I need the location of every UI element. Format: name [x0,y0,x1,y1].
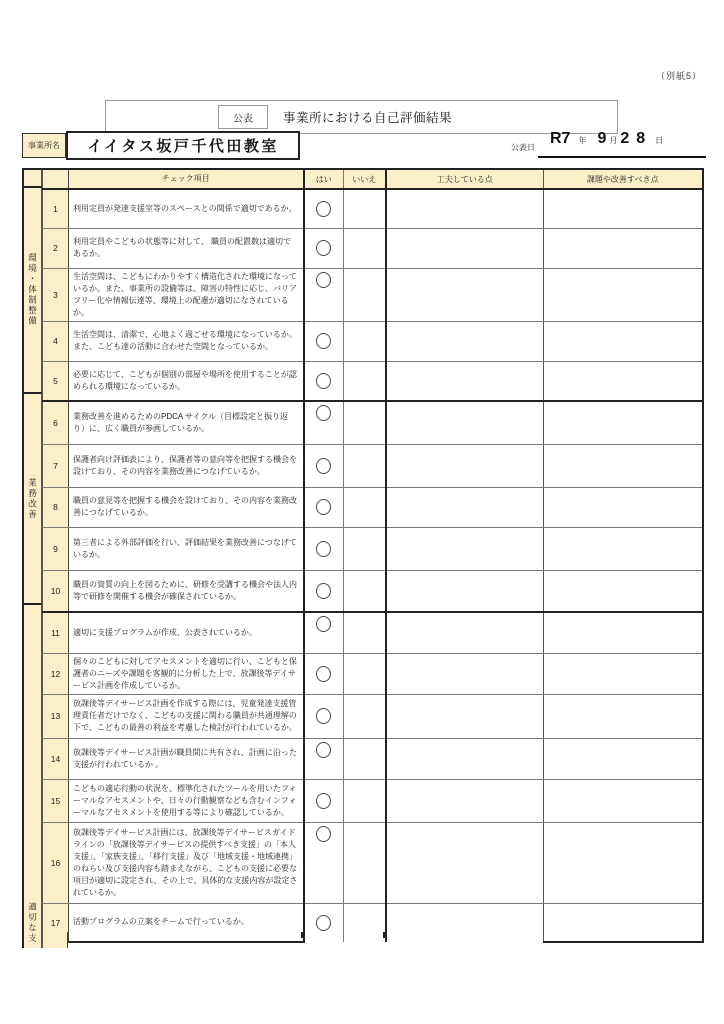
effort-cell [386,738,544,779]
self-evaluation-table [42,168,704,943]
effort-cell [386,321,544,361]
issues-cell [544,653,703,694]
row-number: 3 [43,268,69,321]
effort-cell [386,653,544,694]
answer-circle-mark [316,458,331,474]
issues-cell [544,612,703,653]
month-value: 9 [597,130,607,147]
no-cell [344,653,386,694]
no-cell [344,570,386,612]
issues-cell [544,321,703,361]
answer-circle-mark [316,742,331,758]
check-item-text: 生活空間は、清潔で、心地よく過ごせる環境になっているか。また、こども達の活動に合わせた空間となっているか。 [69,321,304,361]
check-item-text: 必要に応じて、こどもが個別の部屋や場所を使用することが認められる環境になっているか。 [69,361,304,401]
effort-cell [386,228,544,268]
no-cell [344,401,386,444]
category-appropriate-support [22,603,42,948]
era-year: R7 [550,130,571,147]
check-item-text: 放課後等デイサービス計画が職員間に共有され、計画に沿った支援が行われているか 。 [69,738,304,779]
row-number: 4 [43,321,69,361]
category-business-improvement [22,392,42,603]
table-header-row [43,169,703,189]
issues-cell [544,189,703,228]
check-item-text: 利用定員が発達支援室等のスペースとの関係で適切であるか。 [69,189,304,228]
number-column-header [43,169,69,189]
row-number: 17 [43,903,69,942]
category-environment [22,188,42,392]
publication-stamp: 公表 [218,105,268,129]
no-cell [344,361,386,401]
no-cell [344,694,386,738]
row-number: 9 [43,527,69,570]
effort-cell [386,361,544,401]
table-row [43,527,703,570]
table-row [43,779,703,822]
answer-circle-mark [316,826,331,842]
check-item-text: 放課後等デイサービス計画には、放課後等デイサービスガイドラインの「放課後等デイサービスの提供すべき支援」の「本人支援」、「家族支援」、「移行支援」及び「地域支援・地域連携」のねらい及び支援内容も踏まえながら、こどもの支援に必要な項目が適切に設定され、その上で、具体的な支援内容が設定されているか。 [69,822,304,903]
no-column-header: いいえ [344,169,386,189]
month-unit: 月 [609,136,618,145]
effort-cell [386,189,544,228]
page-cut-number-column [42,932,68,948]
no-cell [344,228,386,268]
check-item-text: 利用定員やこどもの状態等に対して、 職員の配置数は適切であるか。 [69,228,304,268]
check-item-text: 保護者向け評価表により、保護者等の意向等を把握する機会を設けており、その内容を業務改善につなげているか。 [69,444,304,487]
check-item-text: 業務改善を進めるためのPDCA サイクル（目標設定と振り返り）に、広く職員が参画しているか。 [69,401,304,444]
page-cut-line [383,932,385,938]
answer-circle-mark [316,240,331,256]
publish-date-value [538,130,706,158]
no-cell [344,903,386,942]
issues-cell [544,694,703,738]
answer-circle-mark [316,541,331,557]
effort-cell [386,779,544,822]
effort-cell [386,822,544,903]
yes-column-header: はい [304,169,344,189]
check-item-text: 適切に支援プログラムが作成、公表されているか。 [69,612,304,653]
effort-cell [386,612,544,653]
row-number: 14 [43,738,69,779]
row-number: 11 [43,612,69,653]
page-title: 事業所における自己評価結果 [283,111,453,125]
category-label: 環境・体制整備 [27,253,38,327]
effort-cell [386,401,544,444]
issues-cell [544,401,703,444]
row-number: 2 [43,228,69,268]
effort-cell [386,444,544,487]
no-cell [344,321,386,361]
yes-cell [304,779,344,822]
row-number: 15 [43,779,69,822]
table-row [43,612,703,653]
table-row [43,189,703,228]
title-bar [105,100,618,134]
answer-circle-mark [316,272,331,288]
yes-cell [304,738,344,779]
office-name-label: 事業所名 [22,133,66,158]
yes-cell [304,444,344,487]
yes-cell [304,612,344,653]
row-number: 12 [43,653,69,694]
answer-circle-mark [316,793,331,809]
answer-circle-mark [316,915,331,931]
issues-cell [544,822,703,903]
row-number: 16 [43,822,69,903]
issues-cell [544,228,703,268]
page-cut-line [343,932,344,938]
answer-circle-mark [316,201,331,217]
yes-cell [304,570,344,612]
effort-cell [386,487,544,527]
yes-cell [304,822,344,903]
year-unit: 年 [578,136,587,145]
answer-circle-mark [316,499,331,515]
table-row [43,903,703,942]
day-unit: 日 [655,136,664,145]
no-cell [344,444,386,487]
effort-column-header: 工夫している点 [386,169,544,189]
effort-cell [386,694,544,738]
yes-cell [304,189,344,228]
effort-cell [386,570,544,612]
yes-cell [304,268,344,321]
check-item-text: 放課後等デイサービス計画を作成する際には、児童発達支援管理責任者だけでなく、こどもの支援に関わる職員が共通理解の下で、こどもの最善の利益を考慮した検討が行われているか。 [69,694,304,738]
yes-cell [304,903,344,942]
row-number: 7 [43,444,69,487]
row-number: 10 [43,570,69,612]
effort-cell [386,268,544,321]
header-corner-cell [22,168,42,188]
check-item-text: 職員の資質の向上を図るために、研修を受講する機会や法人内等で研修を開催する機会が確保されているか。 [69,570,304,612]
row-number: 8 [43,487,69,527]
no-cell [344,612,386,653]
table-row [43,487,703,527]
yes-cell [304,401,344,444]
table-row [43,321,703,361]
table-row [43,738,703,779]
no-cell [344,189,386,228]
issues-cell [544,779,703,822]
row-number: 6 [43,401,69,444]
answer-circle-mark [316,708,331,724]
check-item-text: こどもの適応行動の状況を、標準化されたツールを用いたフォーマルなアセスメントや、日々の行動観察なども含むインフォーマルなアセスメントを使用する等により確認しているか。 [69,779,304,822]
no-cell [344,738,386,779]
yes-cell [304,321,344,361]
issues-cell [544,527,703,570]
table-row [43,653,703,694]
office-name-value: イイタス坂戸千代田教室 [66,131,300,160]
issues-column-header: 課題や改善すべき点 [544,169,703,189]
yes-cell [304,527,344,570]
category-label: 適切な支 [27,902,38,944]
check-item-text: 活動プログラムの立案をチームで行っているか。 [69,903,304,942]
issues-cell [544,444,703,487]
no-cell [344,487,386,527]
issues-cell [544,361,703,401]
publish-date-label: 公表日 [511,143,535,152]
row-number: 1 [43,189,69,228]
table-row [43,822,703,903]
table-row [43,570,703,612]
effort-cell [386,527,544,570]
row-number: 5 [43,361,69,401]
table-row [43,401,703,444]
no-cell [344,822,386,903]
answer-circle-mark [316,666,331,682]
table-row [43,444,703,487]
row-number: 13 [43,694,69,738]
attachment-note: （別紙5） [655,71,702,81]
answer-circle-mark [316,583,331,599]
check-item-text: 生活空間は、こどもにわかりやすく構造化された環境になっているか。また、事業所の設備等は、障害の特性に応じ、バリアフリー化や情報伝達等、環境上の配慮が適切になされているか。 [69,268,304,321]
table-row [43,228,703,268]
table-row [43,694,703,738]
table-row [43,361,703,401]
check-item-text: 第三者による外部評価を行い、評価結果を業務改善につなげているか。 [69,527,304,570]
answer-circle-mark [316,616,331,632]
effort-cell [386,903,544,942]
answer-circle-mark [316,333,331,349]
check-item-column-header: チェック項目 [69,169,304,189]
yes-cell [304,653,344,694]
yes-cell [304,361,344,401]
no-cell [344,527,386,570]
yes-cell [304,228,344,268]
no-cell [344,268,386,321]
issues-cell [544,570,703,612]
issues-cell [544,903,703,942]
issues-cell [544,268,703,321]
category-label: 業務改善 [27,477,38,520]
check-item-text: 個々のこどもに対してアセスメントを適切に行い、こどもと保護者のニーズや課題を客観的に分析した上で、放課後等デイサービス計画を作成しているか。 [69,653,304,694]
answer-circle-mark [316,405,331,421]
no-cell [344,779,386,822]
issues-cell [544,487,703,527]
issues-cell [544,738,703,779]
check-item-text: 職員の意見等を把握する機会を設けており、その内容を業務改善につなげているか。 [69,487,304,527]
answer-circle-mark [316,373,331,389]
day-value: 28 [620,130,653,147]
page-cut-line [301,932,303,938]
yes-cell [304,694,344,738]
yes-cell [304,487,344,527]
table-row [43,268,703,321]
